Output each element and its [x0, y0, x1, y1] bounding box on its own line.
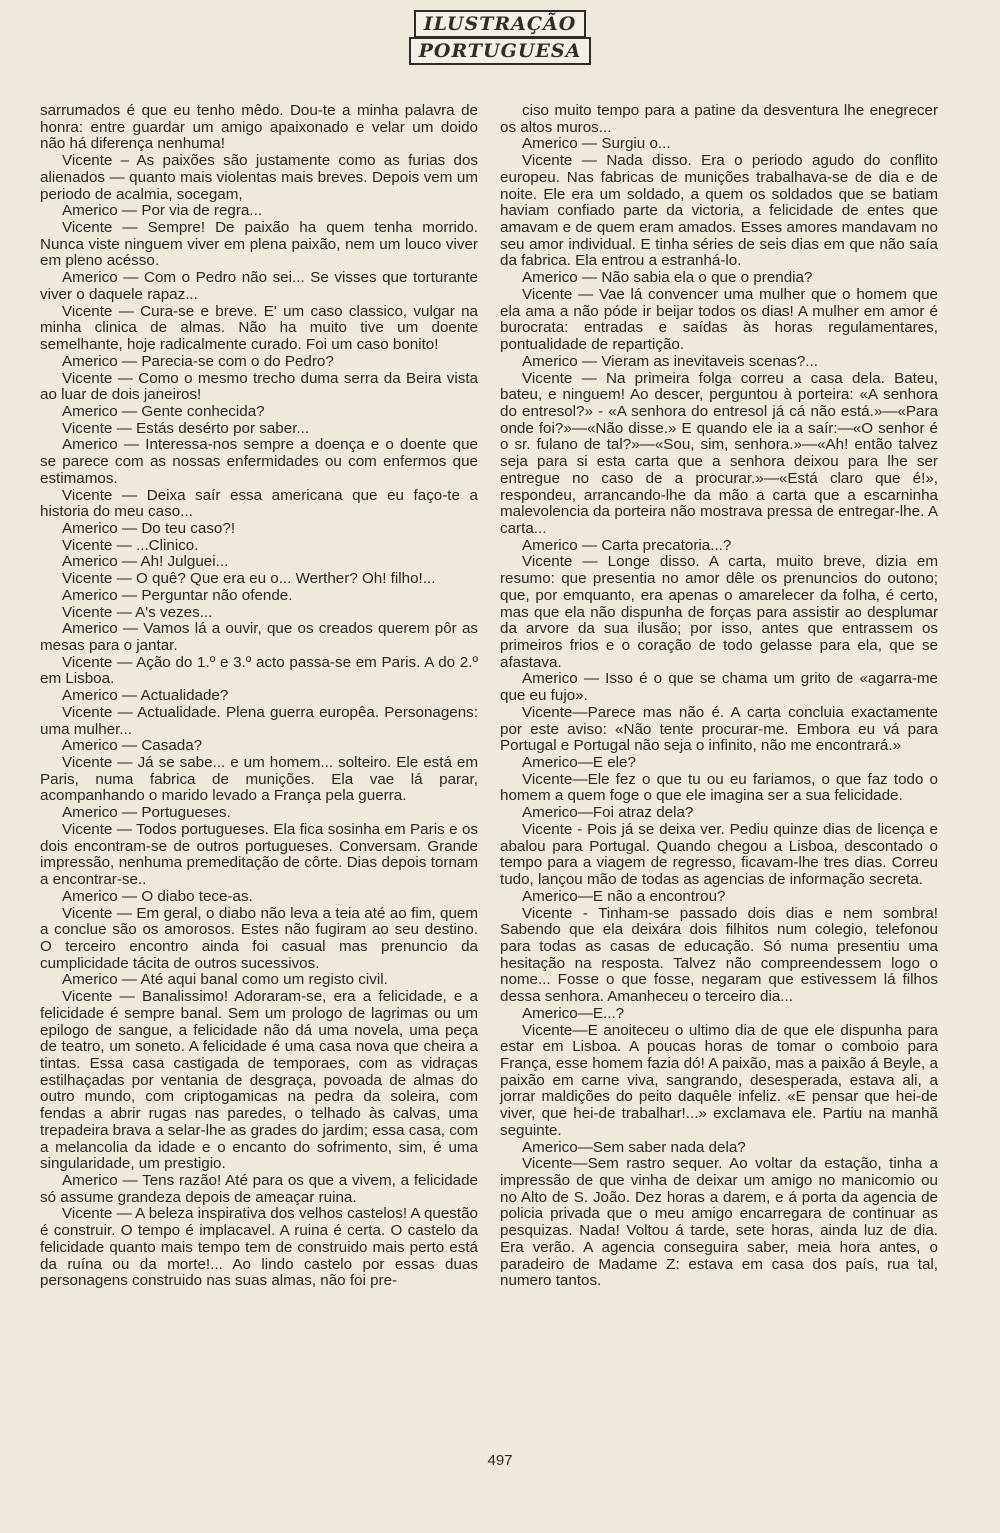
paragraph: Vicente — Como o mesmo trecho duma serra da Beira vista ao luar de dois janeiros! — [40, 369, 478, 404]
paragraph: Vicente — Em geral, o diabo não leva a teia até ao fim, quem a conclue são os amorosos. Estes não fugiram ao seu destino. O terceiro encontro ainda foi casual mas prenuncio da cumplicidade tácita de outros sucessivos. — [40, 904, 478, 972]
paragraph: Americo—E...? — [522, 1004, 625, 1022]
paragraph: Americo — Do teu caso?! — [62, 519, 236, 537]
paragraph: Vicente — Vae lá convencer uma mulher que o homem que ela ama a não póde ir beijar todos os dias! A mulher em amor é burocrata: entradas e saídas às horas regulamentares, pontualidade de repartição. — [500, 285, 938, 354]
paragraph: Vicente — Longe disso. A carta, muito breve, dizia em resumo: que presentia no amor dêle os prenuncios do outono; que, por emquanto, era apenas o amarelecer da folha, é certo, mas que ela não dispunha de forças para assistir ao desplumar da arvore da sua ilusão; por isso, antes que entrassem os primeiros frios e o coração de todo gelasse para ela, que se afastava. — [500, 553, 938, 671]
paragraph: Vicente - Tinham-se passado dois dias e nem sombra! Sabendo que ela deixára dois filhitos num colegio, telefonou para todas as casas de educação. Só numa presentiu uma hesitação na resposta. Talvez não compreendessem logo o nome... Fosse o que fosse, negaram que estivessem lá filhos dessa senhora. Amanheceu o terceiro dia... — [500, 904, 938, 1006]
paragraph: Vicente — Estás desérto por saber... — [62, 419, 310, 437]
paragraph: Vicente—Parece mas não é. A carta concluia exactamente por este aviso: «Não tente procurar-me. Embora eu vá para Portugal e Portugal não seja o infinito, não me encontrará.» — [500, 703, 938, 755]
paragraph: Americo — Por via de regra... — [62, 202, 263, 220]
paragraph: Americo — Parecia-se com o do Pedro? — [62, 352, 334, 370]
paragraph: Americo — Não sabia ela o que o prendia? — [522, 269, 813, 287]
paragraph: Vicente—Sem rastro sequer. Ao voltar da estação, tinha a impressão de que vinha de deixar um amigo no manicomio ou no Alto de S. João. Dez horas a darem, e á porta da agencia de policia privada que o meu amigo encarregara de continuar as pesquizas. Nada! Voltou á tarde, sete horas, ainda luz de dia. Era verão. A agencia conseguira saber, meia hora antes, o paradeiro de Madame Z: estava em casa dos país, rua tal, numero tantos. — [500, 1155, 938, 1290]
paragraph: Americo — Vieram as inevitaveis scenas?... — [522, 352, 818, 370]
right-column — [500, 103, 938, 1290]
paragraph: Vicente — Banalissimo! Adoraram-se, era a felicidade, e a felicidade é sempre banal. Sem um prologo de lagrimas ou um epilogo de sangue, a felicidade não dá uma novela, uma peça de teatro, um soneto. A felicidade é uma casa nova que cheira a tintas. Essa casa castigada de temporaes, com as vidraças estilhaçadas por ventania de desgraça, povoada de almas do outro mundo, com criptogamicas na pedra da soleira, com fendas a abrir rugas nas paredes, o telhado às calvas, uma trepadeira brava a selar-lhe as grades do jardim; essa casa, com a melancolia da idade e o encanto do sofrimento, sim, é uma singularidade, um prestigio. — [40, 988, 478, 1173]
paragraph: Americo — Isso é o que se chama um grito de «agarra-me que eu fujo». — [500, 670, 938, 705]
paragraph: Vicente—E anoiteceu o ultimo dia de que ele dispunha para estar em Lisboa. A poucas horas de tomar o comboio para França, esse homem fazia dó! A paixão, mas a paixão á Beyle, a paixão em carne viva, sangrando, desesperada, estava ali, a jorrar maldições do peito daquêle infeliz. «E pensar que hei-de viver, que hei-de trabalhar!...» exclamava ele. Partiu na manhã seguinte. — [500, 1021, 938, 1139]
paragraph: Vicente — Na primeira folga correu a casa dela. Bateu, bateu, e ninguem! Ao descer, perguntou à porteira: «A senhora do entresol?» - «A senhora do entresol já cá não está.»—«Para onde foi?»—«Não disse.» E quando ele ia a saír:—«O senhor é o sr. fulano de tal?»—«Sou, sim, senhora.»—«Ah! então talvez seja para si esta carta que a senhora deixou para lhe ser entregue no caso de a procurar.»—«Está claro que é!», respondeu, arrancando-lhe da mão a carta que a escarninha malevolencia da porteira não mostrava pressa de entregar-lhe. A carta... — [500, 369, 938, 537]
paragraph: Vicente — Ação do 1.º e 3.º acto passa-se em Paris. A do 2.º em Lisboa. — [40, 653, 478, 688]
masthead-title-bottom: PORTUGUESA — [409, 37, 592, 65]
paragraph: Americo — Gente conhecida? — [62, 402, 265, 420]
paragraph: Americo—E não a encontrou? — [522, 887, 726, 905]
paragraph: Americo — Carta precatoria...? — [522, 536, 732, 554]
paragraph: Americo — Até aqui banal como um registo civil. — [62, 971, 388, 989]
paragraph: Americo — Surgiu o... — [522, 135, 671, 153]
paragraph: Vicente — A beleza inspirativa dos velhos castelos! A questão é construir. O tempo é implacavel. A ruina é certa. O castelo da felicidade quanto mais tempo tem de construido mais perto está da ruína ou da morte!... Ao lindo castelo por essas duas personagens construido nas suas almas, não foi pre- — [40, 1205, 478, 1290]
paragraph: ciso muito tempo para a patine da desventura lhe enegrecer os altos muros... — [500, 102, 938, 136]
paragraph: Vicente — Nada disso. Era o periodo agudo do conflito europeu. Nas fabricas de munições trabalhava-se de dia e de noite. Ele era um soldado, a quem os soldados que se batiam haviam confiado parte da victoria, a felicidade de entes que amavam e de quem eram amados. Esses amores mandavam no seu amor individual. E tinha séries de seis dias em que não saía da fabrica. Ela entrou a estranhá-lo. — [500, 152, 938, 270]
paragraph: Vicente — Todos portugueses. Ela fica sosinha em Paris e os dois encontram-se de outros portugueses. Conversam. Grande impressão, nenhuma premeditação de côrte. Dias depois tornam a encontrar-se.. — [40, 820, 478, 889]
left-column — [40, 103, 478, 1290]
paragraph: Americo — Casada? — [62, 737, 203, 755]
paragraph: Americo — Vamos lá a ouvir, que os creados querem pôr as mesas para o jantar. — [40, 620, 478, 654]
paragraph: Vicente — Sempre! De paixão ha quem tenha morrido. Nunca viste ninguem viver em plena paixão, nem um louco viver em pleno acésso. — [40, 219, 478, 270]
paragraph: Americo — Perguntar não ofende. — [62, 586, 293, 604]
paragraph: Vicente – As paixões são justamente como as furias dos alienados — quanto mais violentas mais breves. Depois vem um periodo de acalmia, socegam, — [40, 152, 478, 203]
masthead — [0, 10, 1000, 65]
paragraph: Vicente — A's vezes... — [62, 603, 213, 621]
paragraph: Americo — O diabo tece-as. — [62, 887, 253, 905]
paragraph: Americo — Actualidade? — [62, 687, 229, 705]
paragraph: Americo — Com o Pedro não sei... Se visses que torturante viver o daquele rapaz... — [40, 269, 478, 303]
paragraph: Vicente — Cura-se e breve. E' um caso classico, vulgar na minha clinica de almas. Não ha muito tive um doente semelhante, hoje radicalmente curado. Foi um caso bonito! — [40, 302, 478, 354]
paragraph: Vicente — ...Clinico. — [62, 536, 199, 554]
paragraph: Vicente — Já se sabe... e um homem... solteiro. Ele está em Paris, numa fabrica de munições. Ela vae lá parar, acompanhando o marido levado a França pela guerra. — [40, 754, 478, 805]
paragraph: Americo — Interessa-nos sempre a doença e o doente que se parece com as nossas enfermidades ou com enfermos que estimamos. — [40, 436, 478, 487]
page-number: 497 — [487, 1452, 513, 1469]
paragraph: Vicente—Ele fez o que tu ou eu fariamos, o que faz todo o homem a quem foge o que ele imagina ser a sua felicidade. — [500, 770, 938, 805]
paragraph: Vicente — O quê? Que era eu o... Werther? Oh! filho!... — [62, 570, 436, 588]
paragraph: Americo — Portugueses. — [62, 804, 231, 822]
masthead-title-top: ILUSTRAÇÃO — [414, 10, 587, 38]
paragraph: Vicente — Actualidade. Plena guerra europêa. Personagens: uma mulher... — [40, 703, 478, 738]
paragraph: Vicente — Deixa saír essa americana que eu faço-te a historia do meu caso... — [40, 486, 478, 521]
paragraph: Americo—E ele? — [522, 754, 636, 772]
paragraph: sarrumados é que eu tenho mêdo. Dou-te a minha palavra de honra: entre guardar um amigo apaixonado e velar um doido não há diferença nenhuma! — [40, 102, 478, 153]
paragraph: Americo—Sem saber nada dela? — [522, 1138, 746, 1156]
paragraph: Vicente - Pois já se deixa ver. Pediu quinze dias de licença e abalou para Portugal. Quando chegou a Lisboa, descontado o tempo para a viagem de regresso, ficavam-lhe tres dias. Correu tudo, lançou mão de todas as agencias de informação secreta. — [500, 820, 938, 889]
paragraph: Americo — Tens razão! Até para os que a vivem, a felicidade só assume grandeza depois de ameaçar ruina. — [40, 1172, 478, 1206]
paragraph: Americo—Foi atraz dela? — [522, 804, 694, 822]
paragraph: Americo — Ah! Julguei... — [62, 553, 229, 571]
